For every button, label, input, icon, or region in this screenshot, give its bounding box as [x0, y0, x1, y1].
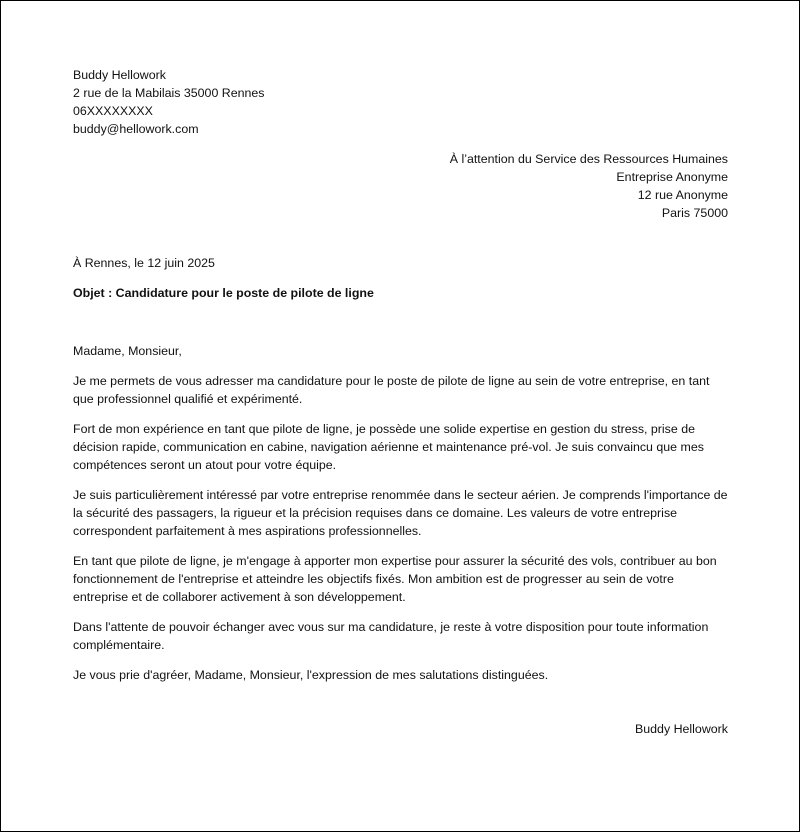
letter-signature: Buddy Hellowork	[635, 722, 728, 736]
paragraph-experience: Fort de mon expérience en tant que pilote de ligne, je possède une solide expertise en gestion du stress, prise de décision rapide, communication en cabine, navigation aérienne et maintenance pré-vol. Je suis convaincu que mes compétences seront un atout pour votre équipe.	[73, 422, 704, 472]
paragraph-introduction: Je me permets de vous adresser ma candidature pour le poste de pilote de ligne au sein de votre entreprise, en tant que professionnel qualifié et expérimenté.	[73, 374, 710, 406]
sender-address: 2 rue de la Mabilais 35000 Rennes	[73, 86, 265, 100]
paragraph-commitment: En tant que pilote de ligne, je m'engage à apporter mon expertise pour assurer la sécurité des vols, contribuer au bon fonctionnement de l'entreprise et atteindre les objectifs fixés. Mon ambition est de progresser au sein de votre entreprise et de collaborer activement à son développement.	[73, 554, 717, 604]
recipient-company: Entreprise Anonyme	[616, 170, 728, 184]
paragraph-closing: Je vous prie d'agréer, Madame, Monsieur, l'expression de mes salutations distinguées.	[73, 668, 549, 682]
recipient-attention: À l’attention du Service des Ressources Humaines	[449, 152, 728, 166]
letter-date: À Rennes, le 12 juin 2025	[73, 256, 215, 270]
sender-phone: 06XXXXXXXX	[73, 104, 153, 118]
recipient-block	[73, 150, 728, 222]
letter-subject: Objet : Candidature pour le poste de pilote de ligne	[73, 286, 374, 300]
recipient-city: Paris 75000	[661, 206, 728, 220]
letter-content	[73, 66, 728, 738]
sender-email: buddy@hellowork.com	[73, 122, 199, 136]
sender-block	[73, 66, 728, 138]
paragraph-motivation: Je suis particulièrement intéressé par votre entreprise renommée dans le secteur aérien. Je comprends l'importance de la sécurité des passagers, la rigueur et la précision requises dans ce domaine. Les valeurs de votre entreprise correspondent parfaitement à mes aspirations professionnelles.	[73, 488, 728, 538]
letter-salutation: Madame, Monsieur,	[73, 344, 182, 358]
paragraph-availability: Dans l'attente de pouvoir échanger avec vous sur ma candidature, je reste à votre disposition pour toute information complémentaire.	[73, 620, 709, 652]
recipient-street: 12 rue Anonyme	[637, 188, 728, 202]
sender-name: Buddy Hellowork	[73, 68, 166, 82]
